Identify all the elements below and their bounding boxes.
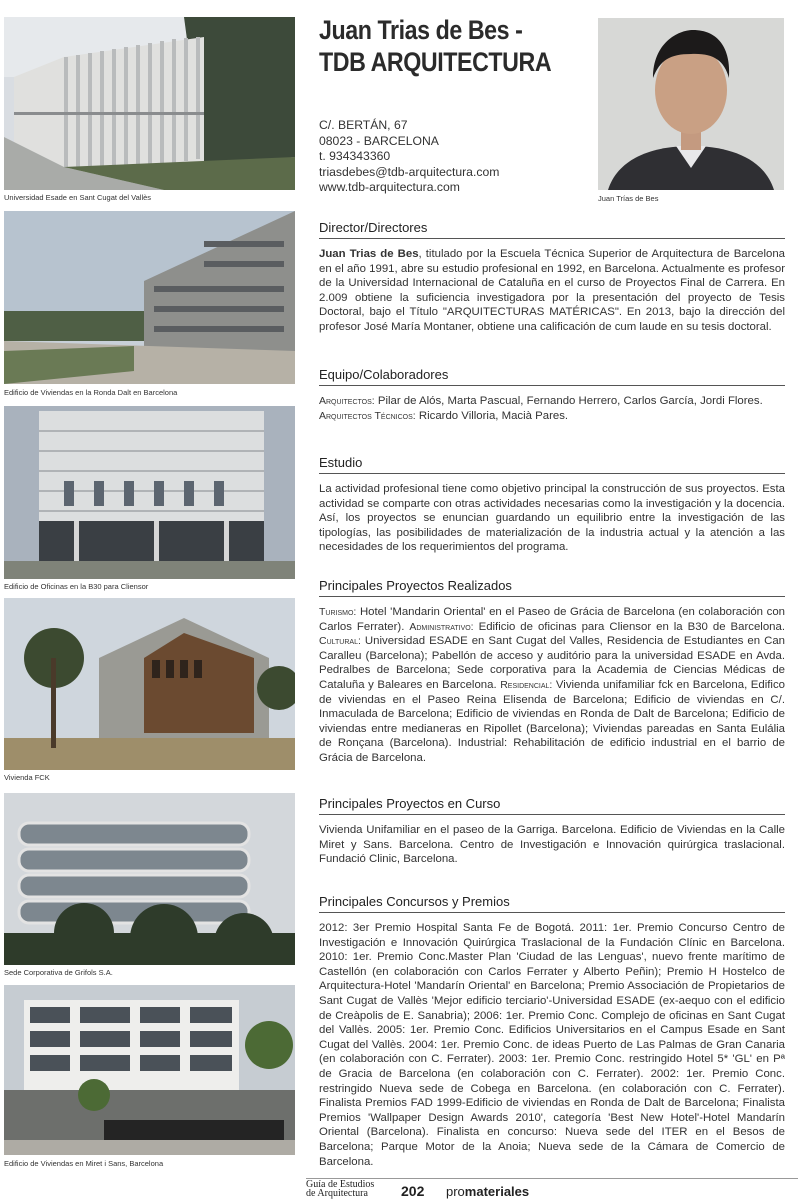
- text-arquitectos: Pilar de Alós, Marta Pascual, Fernando Herrero, Carlos García, Jordi Flores.: [374, 395, 763, 407]
- photo-caption: Edificio de Viviendas en la Ronda Dalt en Barcelona: [4, 388, 178, 397]
- title-line-2: TDB ARQUITECTURA: [319, 47, 552, 77]
- contact-block: [319, 118, 499, 196]
- photo-oficinas-cliensor: [4, 406, 295, 579]
- director-text: , titulado por la Escuela Técnica Superior de Arquitectura de Barcelona en el año 1991, abre su estudio profesional en 1992, en Barcelona. Actualmente es profesor de la Universidad Internacional de Cataluña en el curso de Proyectos Final de Carrera. En 2.009 obtiene la suficiencia investigadora por la presentación del proyecto de Tesis Doctoral, bajo el Título "ARQUITECTURAS MATÉRICAS". En 2013, bajo la dirección del profesor José María Montaner, obtiene una calificación de cum laude en su tesis doctoral.: [319, 248, 785, 333]
- photo-sede-grifols: [4, 793, 295, 965]
- label-residencial: Residencial:: [500, 678, 553, 691]
- section-estudio: [319, 455, 785, 555]
- label-arquitectos-tecnicos: Arquitectos Técnicos:: [319, 409, 416, 422]
- section-body: [319, 605, 785, 766]
- contact-address: C/. BERTÁN, 67: [319, 118, 408, 132]
- text-administrativo: Edificio de oficinas para Cliensor en la B30 de Barcelona.: [473, 620, 785, 633]
- portrait-photo: [598, 18, 784, 190]
- section-title: Principales Proyectos Realizados: [319, 578, 785, 597]
- section-concursos-premios: [319, 894, 785, 1169]
- photo-viviendas-ronda-dalt: [4, 211, 295, 384]
- photo-caption: Edificio de Viviendas en Miret i Sans, Barcelona: [4, 1159, 164, 1168]
- contact-email[interactable]: triasdebes@tdb-arquitectura.com: [319, 164, 500, 179]
- section-equipo: [319, 367, 785, 423]
- section-body: [319, 247, 785, 335]
- text-turismo: Hotel 'Mandarin Oriental' en el Paseo de Grácia de Barcelona (en colaboración con Carlos Ferrater).: [319, 606, 785, 633]
- title-line-1: Juan Trias de Bes -: [319, 15, 523, 45]
- section-proyectos-curso: [319, 796, 785, 867]
- label-cultural: Cultural:: [319, 635, 361, 648]
- contact-phone: t. 934343360: [319, 149, 391, 163]
- text-residencial: Vivienda unifamiliar fck en Barcelona, Edifico de viviendas en el Paseo Reina Elisenda de Barcelona; Edificio de viviendas en C/. Inmaculada de Barcelona; Edificio de viviendas en Ronda de Dalt de Barcelona; Edificio de viviendas entre medianeras en Ripollet (Barcelona); Viviendas pareadas en Santa Eulália de Ronçana (Barcelona). Industrial: Rehabilitación de edificio industrial en el barrio de Grácia de Barcelona.: [319, 678, 785, 764]
- photo-universidad-esade: [4, 17, 295, 190]
- photo-caption: Universidad Esade en Sant Cugat del Vallès: [4, 193, 152, 202]
- text-cultural: Universidad ESADE en Sant Cugat del Valles, Residencia de Estudiantes en Can Caralleu (Barcelona); Pabellón de acceso y auditório para la universidad ESADE en Avda. Pedralbes de Barcelona; Sede corporativa para la Academia de Ciencias Médicas de Cataluña y Baleares en Barcelona.: [319, 635, 785, 691]
- footer-guide-line-2: de Arquitectura: [306, 1188, 368, 1199]
- section-body: La actividad profesional tiene como objetivo principal la construcción de sus proyectos. Esta actividad se comparte con otras actividades necesarias como la investigación y la docencia. Así, los proyectos se enuncian guardando un equilibrio entre la investigación de las tipologías, las posibilidades de materialización de la industria actual y la atención a las necesidades de los requerimientos del programa.: [319, 483, 785, 554]
- brand-bold: materiales: [464, 1184, 530, 1199]
- label-administrativo: Administrativo:: [409, 620, 474, 633]
- section-body: Vivienda Unifamiliar en el paseo de la Garriga. Barcelona. Edificio de Viviendas en la Calle Miret y Sans. Barcelona. Centro de Investigación e Innovación quirúrgica traslacional. Fundació Clinic, Barcelona.: [319, 824, 785, 866]
- director-name: Juan Trias de Bes: [319, 248, 419, 260]
- contact-city: 08023 - BARCELONA: [319, 133, 439, 148]
- section-title: Principales Proyectos en Curso: [319, 796, 785, 815]
- page-number: 202: [401, 1183, 425, 1199]
- label-arquitectos: Arquitectos:: [319, 395, 375, 407]
- portrait-caption: Juan Trías de Bes: [598, 194, 659, 203]
- page-footer: [300, 1178, 798, 1200]
- photo-caption: Edificio de Oficinas en la B30 para Cliensor: [4, 582, 149, 591]
- section-title: Director/Directores: [319, 220, 785, 239]
- photo-caption: Vivienda FCK: [4, 773, 50, 782]
- photo-viviendas-miret-sans: [4, 985, 295, 1155]
- footer-brand: [446, 1184, 529, 1199]
- page-title: [319, 14, 603, 78]
- label-turismo: Turismo:: [319, 606, 357, 618]
- section-director: [319, 220, 785, 335]
- footer-guide: [306, 1180, 374, 1198]
- section-title: Estudio: [319, 455, 785, 474]
- footer-divider: [306, 1178, 798, 1179]
- text-arquitectos-tecnicos: Ricardo Villoria, Macià Pares.: [415, 409, 569, 422]
- section-body: [319, 394, 785, 423]
- photo-caption: Sede Corporativa de Grifols S.A.: [4, 968, 113, 977]
- section-proyectos-realizados: [319, 578, 785, 766]
- footer-guide-line-1: Guía de Estudios: [306, 1179, 375, 1190]
- section-title: Equipo/Colaboradores: [319, 367, 785, 386]
- section-body: 2012: 3er Premio Hospital Santa Fe de Bogotá. 2011: 1er. Premio Concurso Centro de Investigación e Innovación Quirúrgica Traslacional de la Fundación Clínic en Barcelona. 2010: 1er. Premio Conc.Master Plan 'Ciudad de las Lenguas', nuevo frente marítimo de Castellón (en colaboración con Carlos Ferrater y Alberto Peñin); Premio H Hostelco de Arquitectura-Hotel 'Mandarín Oriental' en Barcelona; Premio Associación de Propietarios de Sant Cugat de Vallès 'Mejor edificio terciario'-Universidad ESADE (ex-aequo con el edificio de Creàpolis de E. Sanabria); 2006: 1er. Premio Conc. Complejo de oficinas en Sant Cugat del Vallès. 2005: 1er. Premio Conc. Edificios Universitarios en el Campus Esade en Sant Cugat del Vallès. 2004: 1er. Premio Conc. de ideas Puerto de Las Palmas de Gran Canaria (en colaboración con C. Ferrater). 2003: 1er. Premio Conc. restringido Hotel 5* 'GL' en Pª de Gracia de Barcelona (en colaboración con C. Ferrater). 2002: 1er. Premio Conc. restringido Nueva sede de Cobega en Barcelona. (en colaboración con C. Ferrater). Finalista Premios FAD 1999-Edificio de viviendas en Ronda de Dalt de Barcelona; Finalista Premios 'Wallpaper Design Awards 2010', categoría 'Best New Hotel'-Hotel Mandarín Oriental (Barcelona). Finalista en concurso: Nueva sede del ITER en el Besos de Barcelona; Parque Motor de la Anoia; Nueva sede de la Cámara de Comercio de Barcelona.: [319, 922, 785, 1168]
- photo-vivienda-fck: [4, 598, 295, 770]
- section-title: Principales Concursos y Premios: [319, 894, 785, 913]
- contact-web[interactable]: www.tdb-arquitectura.com: [319, 180, 460, 194]
- brand-light: pro: [446, 1184, 465, 1199]
